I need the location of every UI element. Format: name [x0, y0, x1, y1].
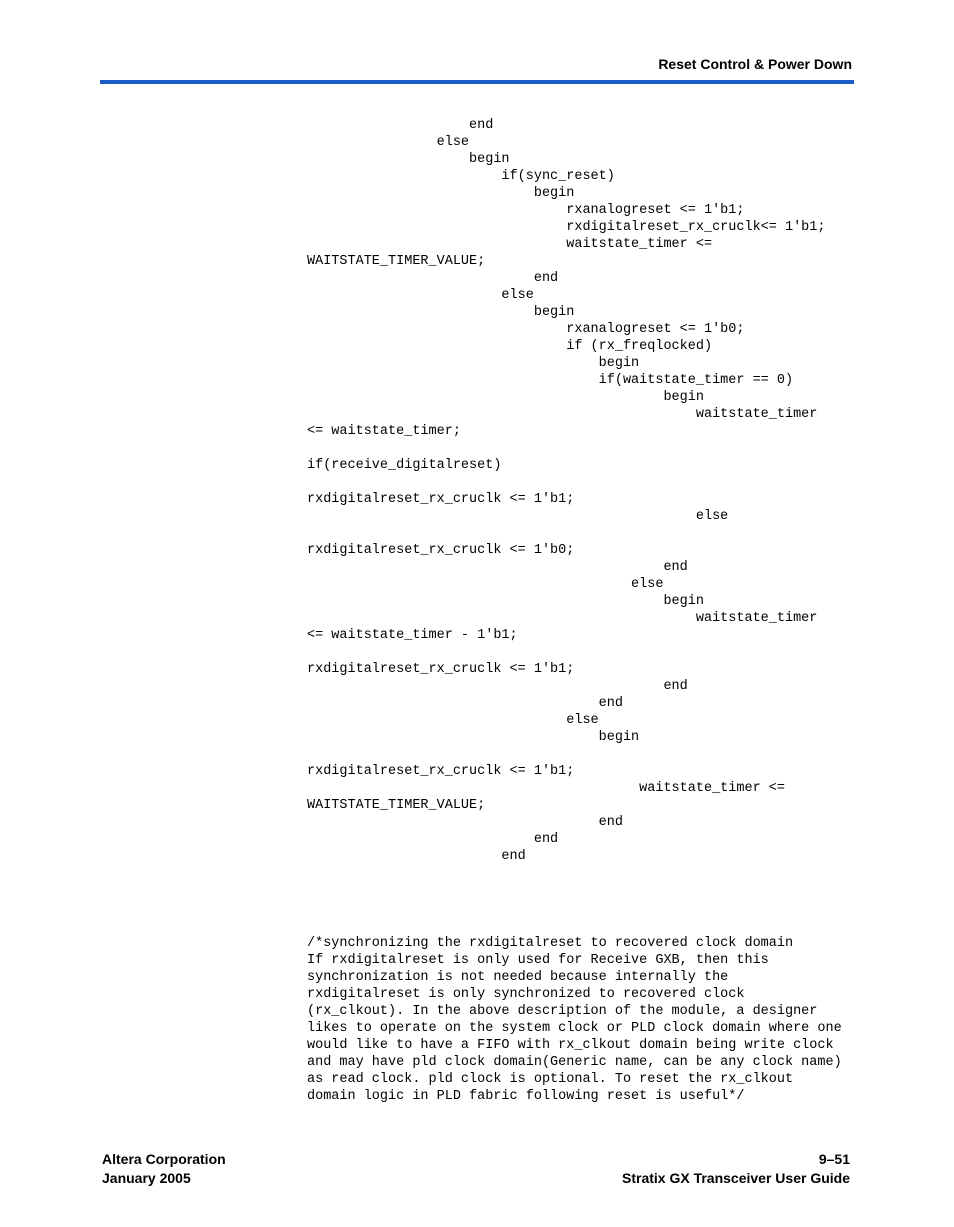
footer-company: Altera Corporation: [102, 1151, 226, 1167]
footer-guide-title: Stratix GX Transceiver User Guide: [622, 1170, 850, 1186]
footer-page-number: 9–51: [818, 1151, 850, 1167]
footer-date: January 2005: [102, 1170, 191, 1186]
footer-left: [102, 1150, 226, 1188]
footer-right: [622, 1150, 850, 1188]
header-rule: [100, 80, 854, 84]
code-comment-block: /*synchronizing the rxdigitalreset to recovered clock domain If rxdigitalreset is only used for Receive GXB, then this synchronization is not needed because internally the rxdigitalreset is only synchronized to recovered clock (rx_clkout). In the above description of the module, a designer likes to operate on the system clock or PLD clock domain where one would like to have a FIFO with rx_clkout domain being write clock and may have pld clock domain(Generic name, can be any clock name) as read clock. pld clock is optional. To reset the rx_clkout domain logic in PLD fabric following reset is useful*/: [307, 936, 842, 1104]
verilog-code-block: end else begin if(sync_reset) begin rxanalogreset <= 1'b1; rxdigitalreset_rx_cruclk<= 1'b1; waitstate_timer <= WAITSTATE_TIMER_VALUE; end else begin rxanalogreset <= 1'b0; if (rx_freqlocked) begin if(waitstate_timer == 0) begin waitstate_timer <= waitstate_timer; if(receive_digitalreset) rxdigitalreset_rx_cruclk <= 1'b1; else rxdigitalreset_rx_cruclk <= 1'b0; end else begin waitstate_timer <= waitstate_timer - 1'b1; rxdigitalreset_rx_cruclk <= 1'b1; end end else begin rxdigitalreset_rx_cruclk <= 1'b1; waitstate_timer <= WAITSTATE_TIMER_VALUE; end end end: [307, 118, 826, 864]
running-header-title: Reset Control & Power Down: [658, 56, 852, 72]
